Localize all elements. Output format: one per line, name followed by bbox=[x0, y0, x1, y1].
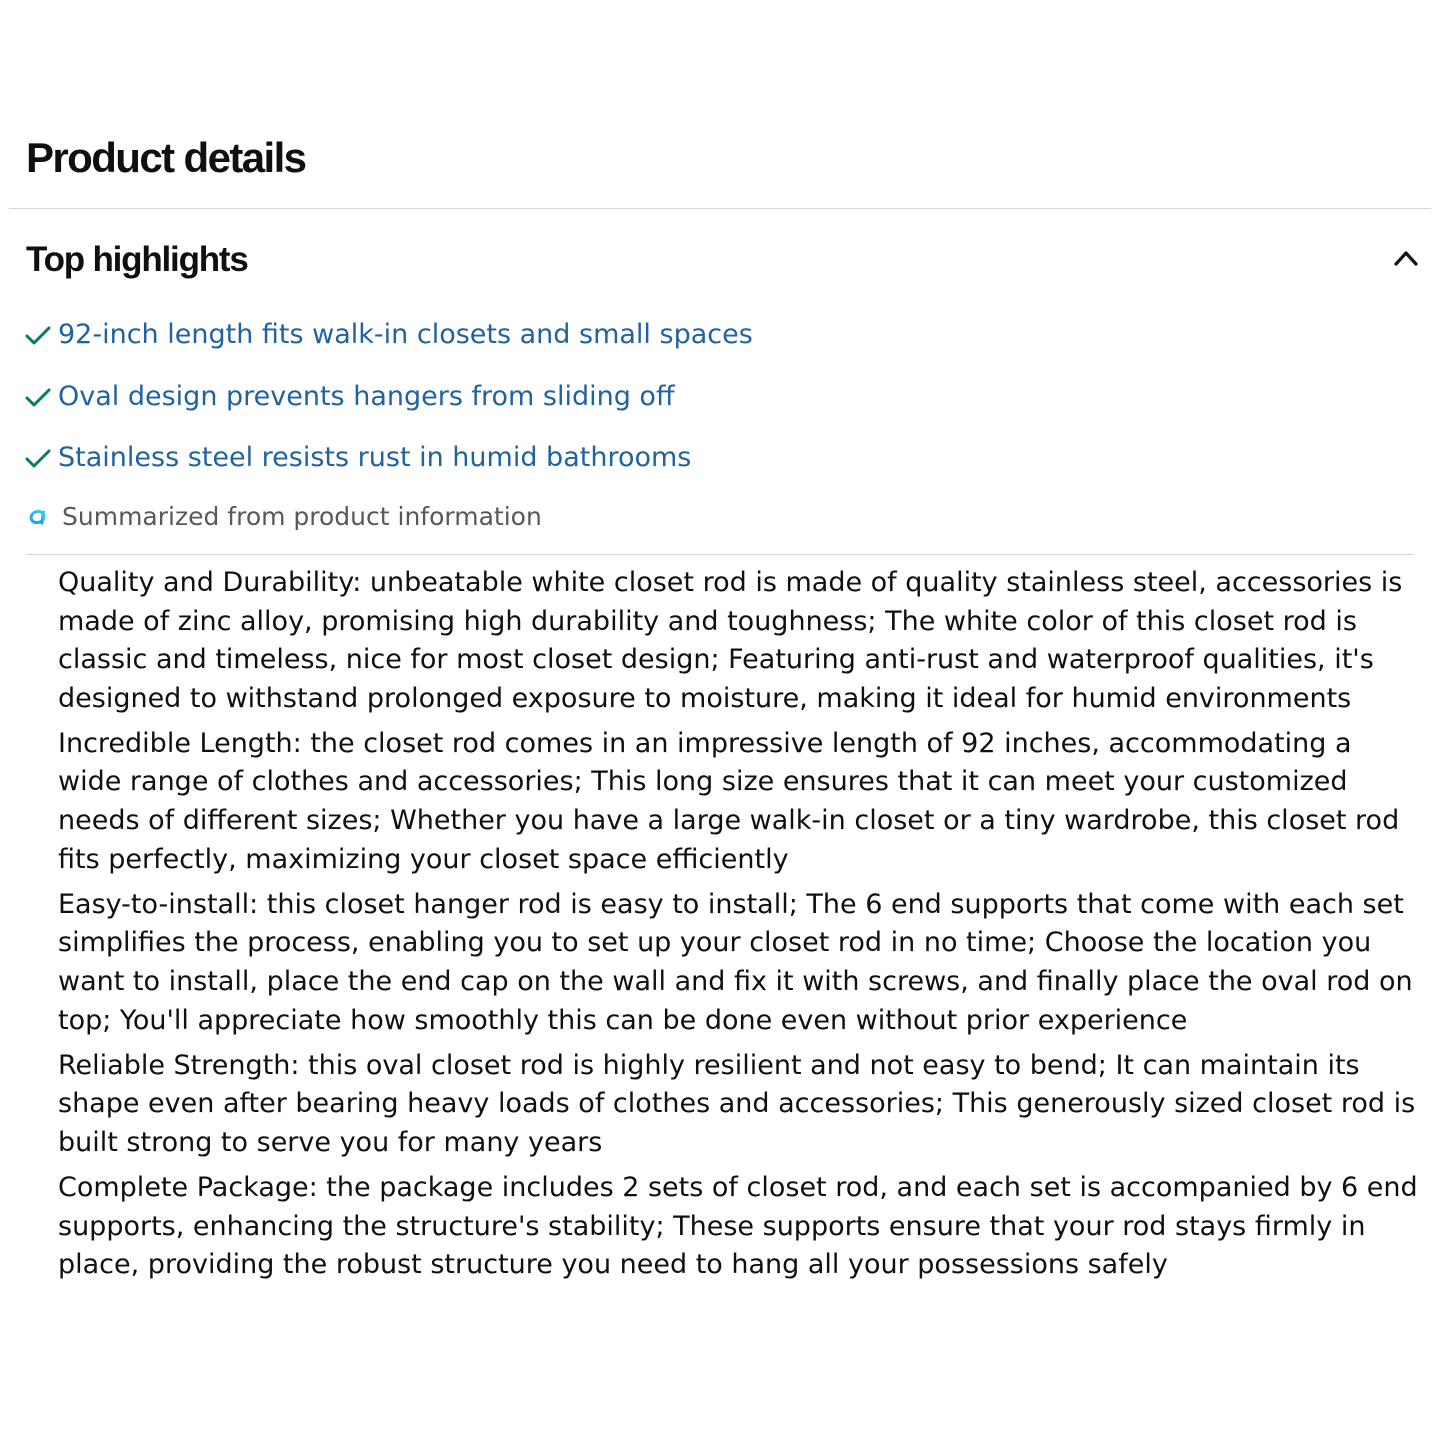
feature-bullet-text: Complete Package: the package includes 2 sets of closet rod, and each set is accompanied by 6 end supports, enhancing the structure's stability; These supports ensure that your rod stays firmly in place, providing the robust structure you need to hang all your possessions safely bbox=[58, 1171, 1418, 1281]
page-title: Product details bbox=[26, 134, 306, 181]
feature-bullet bbox=[58, 725, 1420, 879]
highlight-item[interactable] bbox=[24, 374, 753, 420]
highlight-item[interactable] bbox=[24, 435, 753, 481]
ai-summary-note bbox=[28, 496, 542, 536]
highlights-divider bbox=[26, 554, 1414, 555]
feature-bullet-text: Reliable Strength: this oval closet rod is highly resilient and not easy to bend; It can maintain its shape even after bearing heavy loads of clothes and accessories; This generously sized closet rod is built strong to serve you for many years bbox=[58, 1049, 1416, 1158]
highlight-link[interactable]: 92-inch length fits walk-in closets and small spaces bbox=[58, 319, 753, 350]
highlight-link[interactable]: Stainless steel resists rust in humid bathrooms bbox=[58, 442, 692, 473]
checkmark-icon bbox=[24, 384, 52, 410]
top-highlights-list bbox=[24, 312, 753, 497]
top-highlights-header[interactable] bbox=[26, 236, 1414, 284]
feature-bullet-text: Incredible Length: the closet rod comes in an impressive length of 92 inches, accommodating a wide range of clothes and accessories; This long size ensures that it can meet your customized needs of different sizes; Whether you have a large walk-in closet or a tiny wardrobe, this closet rod fits perfectly, maximizing your closet space efficiently bbox=[58, 727, 1400, 875]
feature-bullet-list bbox=[58, 564, 1420, 1316]
feature-bullet bbox=[58, 1169, 1420, 1285]
section-divider bbox=[9, 208, 1431, 209]
feature-bullet-text: Easy-to-install: this closet hanger rod is easy to install; The 6 end supports that come with each set simplifies the process, enabling you to set up your closet rod in no time; Choose the location you want to install, place the end cap on the wall and fix it with screws, and finally place the oval rod on top; You'll appreciate how smoothly this can be done even without prior experience bbox=[58, 888, 1413, 1036]
checkmark-icon bbox=[24, 445, 52, 471]
checkmark-icon bbox=[24, 322, 52, 348]
feature-bullet-text: Quality and Durability: unbeatable white closet rod is made of quality stainless steel, accessories is made of zinc alloy, promising high durability and toughness; The white color of this closet rod is classic and timeless, nice for most closet design; Featuring anti-rust and waterproof qualities, it's designed to withstand prolonged exposure to moisture, making it ideal for humid environments bbox=[58, 567, 1403, 714]
top-highlights-title: Top highlights bbox=[26, 240, 248, 279]
feature-bullet bbox=[58, 886, 1420, 1040]
summary-text: Summarized from product information bbox=[62, 501, 542, 531]
chevron-up-icon[interactable] bbox=[1386, 240, 1426, 276]
feature-bullet bbox=[58, 1047, 1420, 1163]
feature-bullet bbox=[58, 564, 1420, 718]
ai-sparkle-icon bbox=[28, 505, 50, 527]
highlight-item[interactable] bbox=[24, 312, 753, 358]
highlight-link[interactable]: Oval design prevents hangers from sliding off bbox=[58, 380, 675, 412]
